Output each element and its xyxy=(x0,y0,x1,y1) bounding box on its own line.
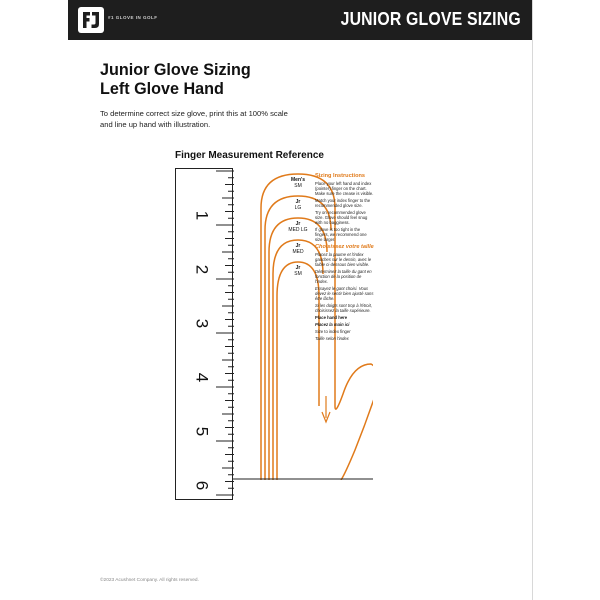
sizing-step-fr: Placez la paume et l'index gauches sur le dessin, avec le faible ci-dessous bien visible. xyxy=(315,252,372,267)
sizing-step-fr: Si les doigts sont trop à l'étroit, choisissez la taille supérieure. xyxy=(315,303,372,313)
size-label-jr-sm: Jr SM xyxy=(294,265,302,277)
print-instructions: To determine correct size glove, print this at 100% scale and line up hand with illustration. xyxy=(100,109,288,129)
sizing-heading-fr: Choisissez votre taille xyxy=(315,244,374,250)
header-title: JUNIOR GLOVE SIZING xyxy=(340,9,521,29)
place-hand-label: Place hand here xyxy=(315,315,348,320)
index-finger-label: Size to index finger xyxy=(315,329,351,334)
sizing-instructions-panel xyxy=(315,173,375,343)
ruler-number: 5 xyxy=(192,426,212,437)
sizing-step: If glove is too tight in the fingers, we recommend one size larger. xyxy=(315,227,367,242)
brand-tagline: #1 GLOVE IN GOLF xyxy=(108,15,158,20)
size-label-jr-med-lg: Jr MED LG xyxy=(288,221,308,233)
page-title xyxy=(100,60,251,98)
title-line-1: Junior Glove Sizing xyxy=(100,60,251,79)
sizing-step-fr: Déterminez la taille du gant en fonction de la position de l'index. xyxy=(315,269,372,284)
title-line-2: Left Glove Hand xyxy=(100,79,224,98)
copyright-footer: ©2023 Acushnet Company. All rights reserved. xyxy=(100,578,199,583)
sizing-heading-en: Sizing Instructions xyxy=(315,173,366,179)
sizing-step: Try on recommended glove size. Glove should feel snug with no bagginess. xyxy=(315,210,368,225)
ruler-number: 1 xyxy=(192,210,212,221)
ruler-number: 3 xyxy=(192,318,212,329)
page-edge xyxy=(532,0,533,600)
size-label-jr-med: Jr MED xyxy=(292,243,304,255)
ruler-number: 6 xyxy=(192,480,212,491)
measurement-ruler xyxy=(175,168,233,500)
place-hand-label-fr: Placez la main ici xyxy=(315,322,350,327)
sizing-step: Place your left hand and index (pointer) finger on the chart. Make sure the crease is visible. xyxy=(315,181,374,196)
size-label-mens-sm: Men's SM xyxy=(291,177,305,189)
sizing-step-fr: Essayez le gant choisi. Vous devez le sentir bien ajusté sans être lâche. xyxy=(315,286,374,301)
ruler-number: 4 xyxy=(192,372,212,383)
reference-heading: Finger Measurement Reference xyxy=(175,150,324,161)
size-label-jr-lg: Jr LG xyxy=(294,199,302,211)
ruler-number: 2 xyxy=(192,264,212,275)
header-bar xyxy=(68,0,532,40)
fj-logo-icon xyxy=(78,7,104,33)
sizing-step: Match your index finger to the recommended glove size. xyxy=(315,198,371,208)
index-finger-label-fr: Taille selon l'index xyxy=(315,336,349,341)
